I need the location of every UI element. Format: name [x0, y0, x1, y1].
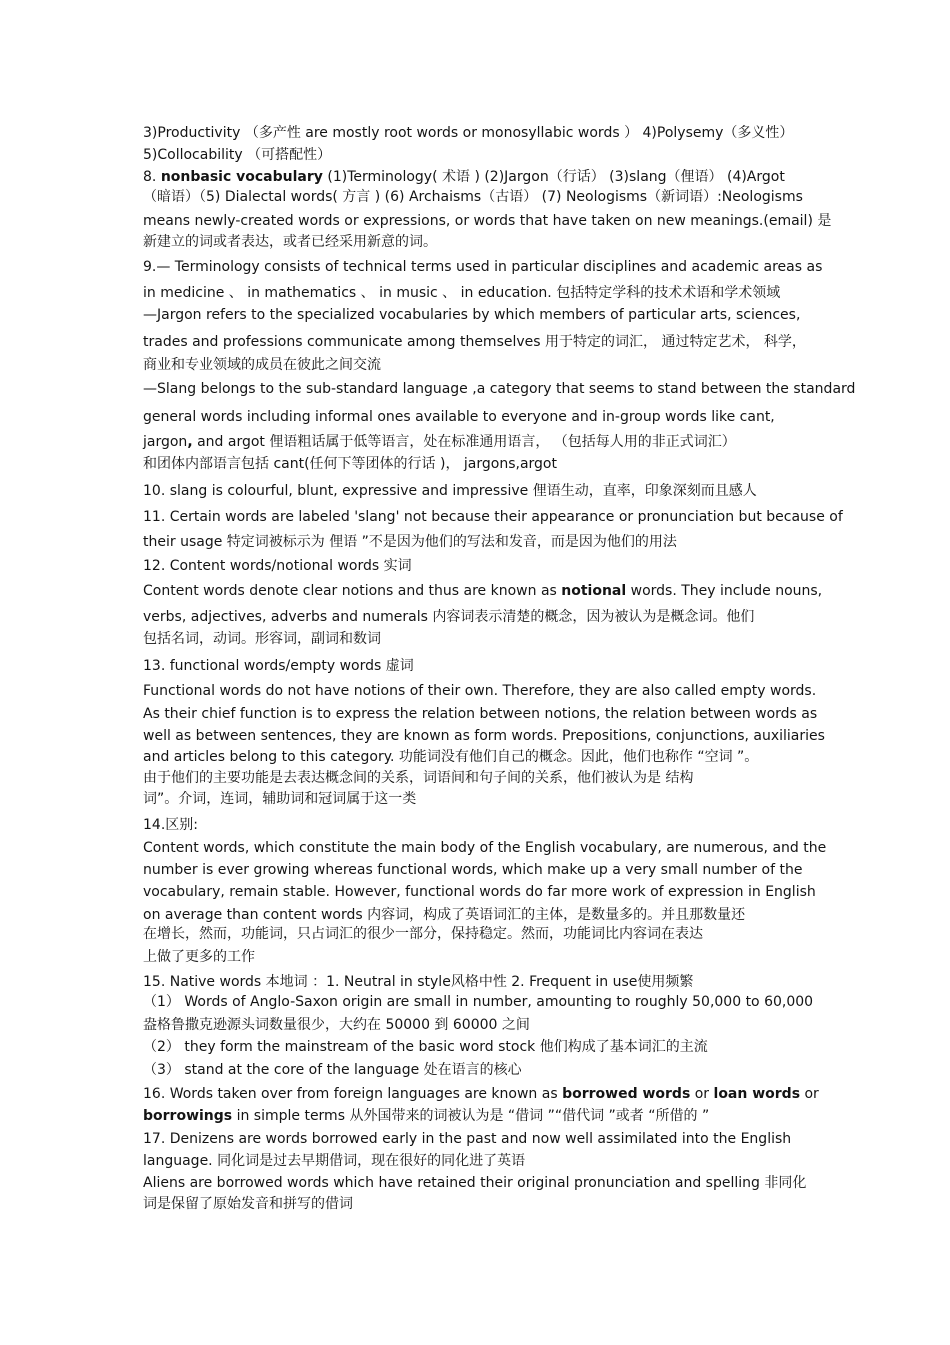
text-run: means newly-created words or expressions, or words that have taken on new meanings.(email) 是 — [143, 213, 832, 229]
text-run: —Slang belongs to the sub-standard language ,a category that seems to stand between the standard — [143, 381, 856, 397]
text-run: Functional words do not have notions of their own. Therefore, they are also called empty words. — [143, 683, 817, 699]
text-line — [143, 233, 437, 251]
text-line — [143, 333, 806, 351]
bold-term: , — [187, 434, 193, 450]
text-run: 16. Words taken over from foreign languages are known as — [143, 1086, 563, 1102]
text-line — [143, 1085, 819, 1103]
text-line — [143, 657, 414, 675]
text-line — [143, 455, 557, 473]
text-run: （2） they form the mainstream of the basic word stock 他们构成了基本词汇的主流 — [143, 1039, 708, 1055]
text-line — [143, 861, 802, 879]
text-run: （1） Words of Anglo-Saxon origin are small in number, amounting to roughly 50,000 to 60,000 — [143, 994, 814, 1010]
text-line — [143, 306, 800, 324]
text-run: 新建立的词或者表达，或者已经采用新意的词。 — [143, 234, 437, 250]
text-run: and articles belong to this category. 功能词没有他们自己的概念。因此，他们也称作 “空词 ”。 — [143, 749, 759, 765]
text-line — [143, 1130, 791, 1148]
text-run: 13. functional words/empty words 虚词 — [143, 658, 414, 674]
text-line — [143, 188, 803, 206]
text-line — [143, 212, 831, 230]
text-line — [143, 727, 825, 745]
bold-term: notional — [561, 583, 627, 599]
text-line — [143, 146, 331, 164]
text-line — [143, 1195, 353, 1213]
text-run: Content words, which constitute the main body of the English vocabulary, are numerous, and the — [143, 840, 827, 856]
text-run: jargon — [143, 434, 188, 450]
text-line — [143, 533, 677, 551]
text-run: on average than content words 内容词，构成了英语词汇的主体，是数量多的。并且那数量还 — [143, 907, 746, 923]
text-run: 盎格鲁撒克逊源头词数量很少，大约在 50000 到 60000 之间 — [143, 1017, 530, 1033]
text-line — [143, 508, 843, 526]
text-run: 包括名词，动词。形容词，副词和数词 — [143, 631, 381, 647]
text-line — [143, 582, 822, 600]
text-run: 词是保留了原始发音和拼写的借词 — [143, 1196, 353, 1212]
text-line — [143, 705, 817, 723]
text-line — [143, 748, 758, 766]
text-run: （暗语）（5) Dialectal words( 方言 ) (6) Archaisms（古语） (7) Neologisms（新词语）:Neologisms — [143, 189, 803, 205]
text-run: (1)Terminology( 术语 ) (2)Jargon（行话） (3)slang（俚语） (4)Argot — [322, 169, 785, 185]
text-run: 15. Native words 本地词 ：1. Neutral in style风格中性 2. Frequent in use使用频繁 — [143, 974, 694, 990]
text-run: general words including informal ones available to everyone and in-group words like cant, — [143, 409, 775, 425]
text-line — [143, 816, 198, 834]
text-line — [143, 356, 381, 374]
text-run: 9.— Terminology consists of technical terms used in particular disciplines and academic areas as — [143, 259, 823, 275]
text-line — [143, 1107, 709, 1125]
text-run: number is ever growing whereas functional words, which make up a very small number of the — [143, 862, 803, 878]
text-run: 11. Certain words are labeled 'slang' not because their appearance or pronunciation but because of — [143, 509, 843, 525]
text-run: 由于他们的主要功能是去表达概念间的关系，词语间和句子间的关系，他们被认为是 结构 — [143, 770, 694, 786]
text-line — [143, 906, 745, 924]
text-line — [143, 1061, 522, 1079]
text-run: 词”。介词，连词，辅助词和冠词属于这一类 — [143, 791, 417, 807]
text-run: vocabulary, remain stable. However, functional words do far more work of expression in English — [143, 884, 816, 900]
text-run: 14.区别: — [143, 817, 198, 833]
text-line — [143, 1152, 525, 1170]
text-line — [143, 168, 785, 186]
text-line — [143, 557, 412, 575]
text-line — [143, 839, 826, 857]
text-line — [143, 883, 816, 901]
text-run: 商业和专业领域的成员在彼此之间交流 — [143, 357, 381, 373]
text-line — [143, 790, 416, 808]
text-run: 12. Content words/notional words 实词 — [143, 558, 412, 574]
text-run: Content words denote clear notions and thus are known as — [143, 583, 562, 599]
text-run: trades and professions communicate among themselves 用于特定的词汇， 通过特定艺术， 科学， — [143, 334, 806, 350]
bold-term: nonbasic vocabulary — [160, 169, 323, 185]
text-run: their usage 特定词被标示为 俚语 ”不是因为他们的写法和发音，而是因为他们的用法 — [143, 534, 677, 550]
text-line — [143, 258, 822, 276]
text-line — [143, 124, 793, 142]
text-run: 17. Denizens are words borrowed early in the past and now well assimilated into the English — [143, 1131, 792, 1147]
text-run: verbs, adjectives, adverbs and numerals 内容词表示清楚的概念，因为被认为是概念词。他们 — [143, 609, 755, 625]
text-line — [143, 608, 754, 626]
text-line — [143, 925, 703, 943]
text-run: 在增长，然而，功能词，只占词汇的很少一部分，保持稳定。然而，功能词比内容词在表达 — [143, 926, 703, 942]
text-line — [143, 1174, 806, 1192]
text-run: 5)Collocability （可搭配性） — [143, 147, 332, 163]
text-line — [143, 408, 775, 426]
bold-term: borrowed words — [562, 1086, 691, 1102]
text-run: Aliens are borrowed words which have retained their original pronunciation and spelling 非同化 — [143, 1175, 807, 1191]
text-run: 10. slang is colourful, blunt, expressive and impressive 俚语生动，直率，印象深刻而且感人 — [143, 483, 757, 499]
text-line — [143, 380, 855, 398]
text-run: and argot 俚语粗话属于低等语言，处在标准通用语言， （包括每人用的非正式词汇） — [192, 434, 736, 450]
text-line — [143, 948, 255, 966]
bold-term: borrowings — [143, 1108, 233, 1124]
bold-term: loan words — [713, 1086, 801, 1102]
text-run: in simple terms 从外国带来的词被认为是 “借词 ”“借代词 ”或者 “所借的 ” — [232, 1108, 710, 1124]
text-line — [143, 993, 813, 1011]
text-run: language. 同化词是过去早期借词，现在很好的同化进了英语 — [143, 1153, 526, 1169]
text-run: well as between sentences, they are known as form words. Prepositions, conjunctions, auxiliaries — [143, 728, 825, 744]
text-line — [143, 630, 381, 648]
text-line — [143, 1038, 708, 1056]
text-line — [143, 433, 736, 451]
text-run: words. They include nouns, — [626, 583, 823, 599]
text-run: 上做了更多的工作 — [143, 949, 255, 965]
text-line — [143, 284, 780, 302]
text-run: As their chief function is to express the relation between notions, the relation between words as — [143, 706, 818, 722]
text-run: 8. — [143, 169, 161, 185]
text-run: or — [800, 1086, 819, 1102]
text-run: —Jargon refers to the specialized vocabularies by which members of particular arts, sciences, — [143, 307, 801, 323]
text-run: 和团体内部语言包括 cant(任何下等团体的行话 )， jargons,argot — [143, 456, 557, 472]
text-line — [143, 482, 757, 500]
text-run: （3） stand at the core of the language 处在语言的核心 — [143, 1062, 522, 1078]
text-run: or — [690, 1086, 714, 1102]
text-run: 3)Productivity （多产性 are mostly root words or monosyllabic words ） 4)Polysemy（多义性） — [143, 125, 794, 141]
text-line — [143, 1016, 530, 1034]
text-line — [143, 682, 816, 700]
text-run: in medicine 、 in mathematics 、 in music 、 in education. 包括特定学科的技术术语和学术领域 — [143, 285, 781, 301]
text-line — [143, 769, 693, 787]
text-line — [143, 973, 693, 991]
